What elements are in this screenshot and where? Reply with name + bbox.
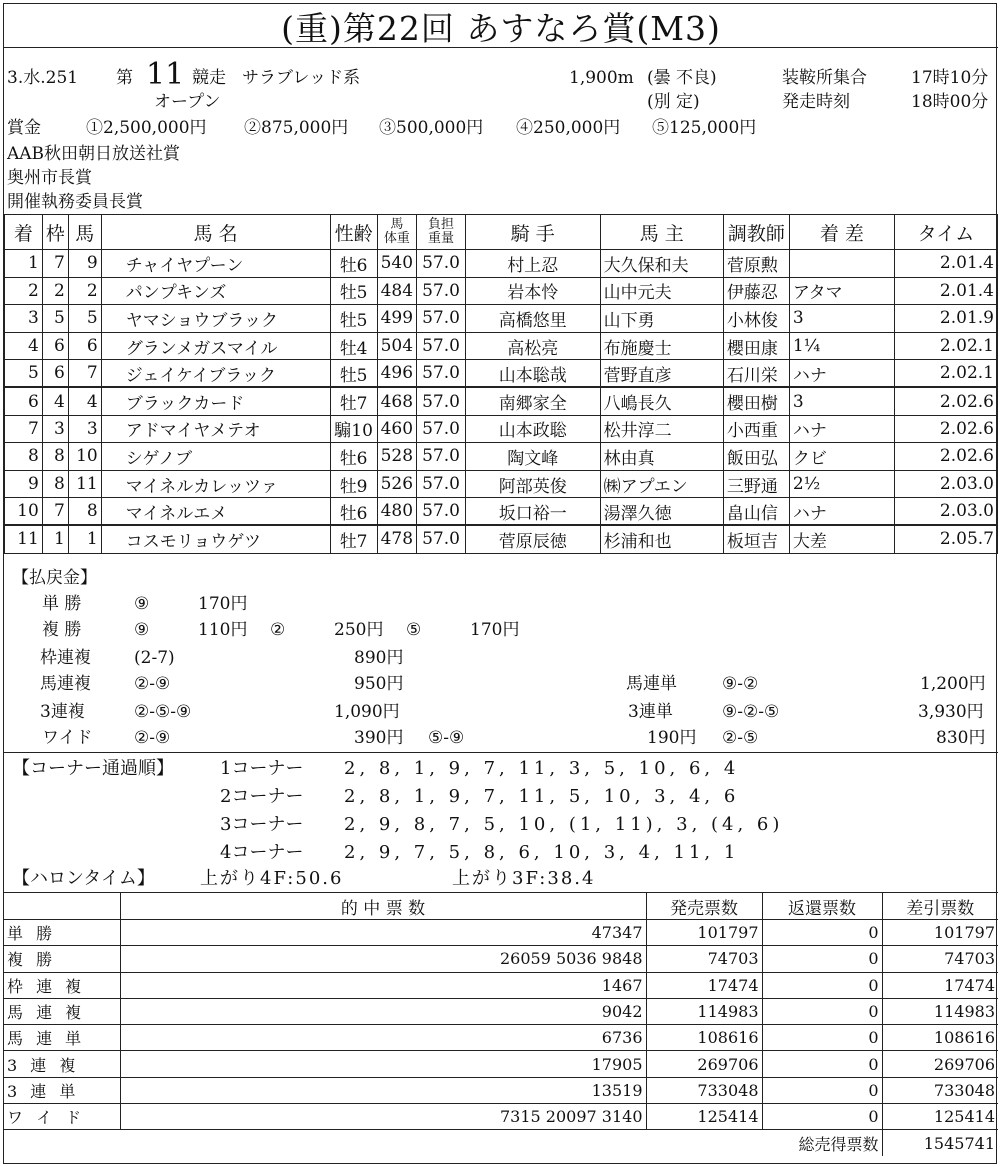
- result-trainer: 畠山信: [723, 498, 789, 526]
- prize-4: ④250,000円: [516, 118, 621, 138]
- payout-label: 【払戻金】: [12, 568, 97, 588]
- result-row: [5, 387, 998, 415]
- votes-header-hit: 的 中 票 数: [120, 893, 646, 920]
- race-prefix: 第: [116, 68, 133, 88]
- votes-sold: 108616: [646, 1025, 762, 1051]
- result-place: 5: [5, 360, 43, 388]
- result-margin: 1¼: [789, 332, 894, 360]
- result-time: 2.02.6: [894, 443, 997, 471]
- result-trainer: 小西重: [723, 415, 789, 443]
- result-time: 2.01.4: [894, 277, 997, 305]
- result-wt: 57.0: [417, 470, 466, 498]
- result-jockey: 南郷家全: [465, 387, 600, 415]
- result-margin: クビ: [789, 443, 894, 471]
- votes-net: 733048: [882, 1077, 998, 1103]
- votes-row: [4, 1025, 998, 1051]
- race-date: 3.水.251: [7, 68, 79, 88]
- race-distance: 1,900m: [569, 68, 634, 88]
- header-num: 馬: [68, 215, 101, 250]
- result-jockey: 陶文峰: [465, 443, 600, 471]
- wide-pay-3: 830円: [936, 728, 986, 748]
- furlong-3f: 上がり3F:38.4: [452, 868, 596, 889]
- tansho-pay: 170円: [198, 594, 248, 614]
- result-row: [5, 277, 998, 305]
- award-2: 奥州市長賞: [7, 168, 92, 188]
- result-sexage: 牡6: [330, 250, 377, 278]
- votes-type: 3 連 単: [4, 1077, 120, 1103]
- corner-3-label: 3コーナー: [220, 814, 304, 835]
- result-sexage: 牡6: [330, 498, 377, 526]
- fukusho-pay-2: 250円: [334, 620, 384, 640]
- result-frame: 5: [42, 305, 68, 333]
- wakuren-pay: 890円: [354, 648, 404, 668]
- result-row: [5, 305, 998, 333]
- result-jockey: 山本聡哉: [465, 360, 600, 388]
- result-trainer: 飯田弘: [723, 443, 789, 471]
- sanrentan-label: 3連単: [628, 702, 673, 722]
- fukusho-combo-3: ⑤: [406, 620, 422, 640]
- votes-sold: 269706: [646, 1051, 762, 1077]
- result-time: 2.05.7: [894, 525, 997, 553]
- result-margin: 大差: [789, 525, 894, 553]
- header-trainer: 調教師: [723, 215, 789, 250]
- result-jockey: 山本政聡: [465, 415, 600, 443]
- header-frame: 枠: [42, 215, 68, 250]
- votes-refund: 0: [762, 1104, 882, 1130]
- title-divider: [4, 47, 998, 48]
- result-bw: 504: [377, 332, 416, 360]
- award-3: 開催執務委員長賞: [7, 192, 143, 212]
- corner-4-order: 2, 9, 7, 5, 8, 6, 10, 3, 4, 11, 1: [344, 842, 740, 863]
- umaren-pay: 950円: [354, 674, 404, 694]
- result-row: [5, 443, 998, 471]
- result-sexage: 牡5: [330, 305, 377, 333]
- votes-net: 74703: [882, 946, 998, 972]
- result-frame: 3: [42, 415, 68, 443]
- result-sexage: 牡4: [330, 332, 377, 360]
- header-name: 馬 名: [101, 215, 330, 250]
- result-owner: 松井淳二: [600, 415, 723, 443]
- race-number: 11: [146, 57, 185, 92]
- result-sexage: 牡6: [330, 443, 377, 471]
- votes-hit: 26059 5036 9848: [120, 946, 646, 972]
- result-bw: 460: [377, 415, 416, 443]
- result-time: 2.03.0: [894, 498, 997, 526]
- votes-refund: 0: [762, 998, 882, 1024]
- result-place: 4: [5, 332, 43, 360]
- corner-2-order: 2, 8, 1, 9, 7, 11, 5, 10, 3, 4, 6: [344, 786, 740, 807]
- tansho-label: 単 勝: [42, 594, 82, 614]
- payout-divider: [4, 752, 998, 753]
- result-frame: 6: [42, 360, 68, 388]
- result-bw: 528: [377, 443, 416, 471]
- result-wt: 57.0: [417, 250, 466, 278]
- result-name: ヤマショウブラック: [101, 305, 330, 333]
- result-frame: 1: [42, 525, 68, 553]
- result-margin: 3: [789, 305, 894, 333]
- votes-header-blank: [4, 893, 120, 920]
- result-sexage: 牡5: [330, 277, 377, 305]
- votes-header-refund: 返還票数: [762, 893, 882, 920]
- result-frame: 8: [42, 470, 68, 498]
- furlong-label: 【ハロンタイム】: [12, 868, 155, 889]
- votes-sold: 733048: [646, 1077, 762, 1103]
- votes-row: [4, 972, 998, 998]
- votes-hit: 6736: [120, 1025, 646, 1051]
- result-sexage: 牡7: [330, 525, 377, 553]
- votes-hit: 1467: [120, 972, 646, 998]
- result-sexage: 牡9: [330, 470, 377, 498]
- wide-combo-3: ②-⑤: [722, 728, 759, 748]
- race-class: オープン: [154, 92, 221, 112]
- result-margin: 3: [789, 387, 894, 415]
- result-time: 2.03.0: [894, 470, 997, 498]
- header-bodyweight: [377, 215, 416, 250]
- result-num: 6: [68, 332, 101, 360]
- result-jockey: 高橋悠里: [465, 305, 600, 333]
- result-bw: 468: [377, 387, 416, 415]
- header-bw2: 体重: [383, 231, 410, 246]
- corner-1-order: 2, 8, 1, 9, 7, 11, 3, 5, 10, 6, 4: [344, 758, 740, 779]
- result-owner: 八嶋長久: [600, 387, 723, 415]
- award-1: AAB秋田朝日放送社賞: [7, 144, 181, 164]
- fukusho-pay-3: 170円: [470, 620, 520, 640]
- wide-pay-1: 390円: [354, 728, 404, 748]
- result-jockey: 坂口裕一: [465, 498, 600, 526]
- result-num: 11: [68, 470, 101, 498]
- race-breed: サラブレッド系: [242, 68, 361, 88]
- header-jockey: 騎 手: [465, 215, 600, 250]
- result-name: パンプキンズ: [101, 277, 330, 305]
- votes-type: 馬 連 単: [4, 1025, 120, 1051]
- result-place: 2: [5, 277, 43, 305]
- result-trainer: 櫻田樹: [723, 387, 789, 415]
- header-wt1: 負担: [427, 217, 454, 232]
- votes-row: [4, 1051, 998, 1077]
- result-place: 11: [5, 525, 43, 553]
- votes-row: [4, 1104, 998, 1130]
- votes-refund: 0: [762, 1051, 882, 1077]
- result-bw: 484: [377, 277, 416, 305]
- assemble-label: 装鞍所集合: [782, 68, 867, 88]
- result-wt: 57.0: [417, 525, 466, 553]
- sanrenpuku-pay: 1,090円: [334, 702, 400, 722]
- result-frame: 7: [42, 250, 68, 278]
- votes-type: 複 勝: [4, 946, 120, 972]
- votes-row: [4, 998, 998, 1024]
- header-weight: [417, 215, 466, 250]
- result-place: 3: [5, 305, 43, 333]
- result-num: 8: [68, 498, 101, 526]
- race-title: (重)第22回 あすなろ賞(M3): [281, 9, 721, 48]
- result-trainer: 小林俊: [723, 305, 789, 333]
- result-margin: [789, 250, 894, 278]
- prize-2: ②875,000円: [244, 118, 349, 138]
- umaren-combo: ②-⑨: [134, 674, 171, 694]
- result-sexage: 騸10: [330, 415, 377, 443]
- result-owner: 林由真: [600, 443, 723, 471]
- sanrentan-combo: ⑨-②-⑤: [722, 702, 780, 722]
- result-num: 2: [68, 277, 101, 305]
- result-wt: 57.0: [417, 360, 466, 388]
- votes-refund: 0: [762, 1077, 882, 1103]
- furlong-4f: 上がり4F:50.6: [200, 868, 344, 889]
- corner-2-label: 2コーナー: [220, 786, 304, 807]
- result-owner: 大久保和夫: [600, 250, 723, 278]
- result-row: [5, 332, 998, 360]
- results-header: [5, 215, 998, 250]
- fukusho-pay-1: 110円: [198, 620, 248, 640]
- votes-sold: 101797: [646, 920, 762, 946]
- result-bw: 496: [377, 360, 416, 388]
- votes-refund: 0: [762, 972, 882, 998]
- result-margin: 2½: [789, 470, 894, 498]
- votes-net: 114983: [882, 998, 998, 1024]
- wide-pay-2: 190円: [647, 728, 697, 748]
- result-bw: 499: [377, 305, 416, 333]
- votes-hit: 9042: [120, 998, 646, 1024]
- result-owner: 山下勇: [600, 305, 723, 333]
- corner-3-order: 2, 9, 8, 7, 5, 10, (1, 11), 3, (4, 6): [344, 814, 784, 835]
- result-margin: アタマ: [789, 277, 894, 305]
- wakuren-label: 枠連複: [40, 648, 91, 668]
- result-time: 2.01.9: [894, 305, 997, 333]
- result-trainer: 菅原勲: [723, 250, 789, 278]
- result-row: [5, 415, 998, 443]
- result-time: 2.02.1: [894, 332, 997, 360]
- result-place: 10: [5, 498, 43, 526]
- result-row: [5, 360, 998, 388]
- result-row: [5, 250, 998, 278]
- tansho-combo: ⑨: [134, 594, 150, 614]
- wide-label: ワイド: [42, 728, 93, 748]
- votes-table: [4, 892, 998, 1156]
- result-time: 2.01.4: [894, 250, 997, 278]
- weight-rule: (別 定): [647, 92, 700, 112]
- umatan-combo: ⑨-②: [722, 674, 759, 694]
- result-num: 7: [68, 360, 101, 388]
- result-frame: 8: [42, 443, 68, 471]
- votes-hit: 7315 20097 3140: [120, 1104, 646, 1130]
- result-owner: 山中元夫: [600, 277, 723, 305]
- result-wt: 57.0: [417, 498, 466, 526]
- result-wt: 57.0: [417, 332, 466, 360]
- sanrenpuku-label: 3連複: [40, 702, 85, 722]
- result-frame: 4: [42, 387, 68, 415]
- result-wt: 57.0: [417, 387, 466, 415]
- votes-header-net: 差引票数: [882, 893, 998, 920]
- votes-hit: 47347: [120, 920, 646, 946]
- prize-label: 賞金: [7, 118, 41, 138]
- result-num: 3: [68, 415, 101, 443]
- result-trainer: 伊藤忍: [723, 277, 789, 305]
- prize-3: ③500,000円: [379, 118, 484, 138]
- umaren-label: 馬連複: [40, 674, 91, 694]
- wide-combo-1: ②-⑨: [134, 728, 171, 748]
- result-name: ブラックカード: [101, 387, 330, 415]
- result-sexage: 牡5: [330, 360, 377, 388]
- votes-type: 単 勝: [4, 920, 120, 946]
- header-owner: 馬 主: [600, 215, 723, 250]
- votes-row: [4, 946, 998, 972]
- result-jockey: 菅原辰徳: [465, 525, 600, 553]
- header-sexage: 性齢: [330, 215, 377, 250]
- result-place: 1: [5, 250, 43, 278]
- result-trainer: 板垣吉: [723, 525, 789, 553]
- result-time: 2.02.1: [894, 360, 997, 388]
- umatan-pay: 1,200円: [920, 674, 986, 694]
- result-time: 2.02.6: [894, 387, 997, 415]
- result-wt: 57.0: [417, 305, 466, 333]
- result-frame: 6: [42, 332, 68, 360]
- result-owner: 布施慶士: [600, 332, 723, 360]
- votes-row: [4, 920, 998, 946]
- result-jockey: 岩本怜: [465, 277, 600, 305]
- result-wt: 57.0: [417, 443, 466, 471]
- post-label: 発走時刻: [782, 92, 850, 112]
- votes-row: [4, 1077, 998, 1103]
- votes-total-label: 総売得票数: [4, 1130, 882, 1156]
- prize-5: ⑤125,000円: [652, 118, 757, 138]
- result-bw: 478: [377, 525, 416, 553]
- corner-1-label: 1コーナー: [220, 758, 304, 779]
- result-jockey: 村上忍: [465, 250, 600, 278]
- result-bw: 526: [377, 470, 416, 498]
- header-time: タイム: [894, 215, 997, 250]
- result-owner: ㈱アプエン: [600, 470, 723, 498]
- result-wt: 57.0: [417, 277, 466, 305]
- result-name: チャイヤプーン: [101, 250, 330, 278]
- fukusho-label: 複 勝: [42, 620, 82, 640]
- sanrenpuku-combo: ②-⑤-⑨: [134, 702, 192, 722]
- result-place: 6: [5, 387, 43, 415]
- votes-net: 17474: [882, 972, 998, 998]
- result-trainer: 櫻田康: [723, 332, 789, 360]
- results-table: [4, 214, 998, 554]
- header-bw1: 馬: [390, 217, 404, 232]
- result-name: シゲノブ: [101, 443, 330, 471]
- result-num: 4: [68, 387, 101, 415]
- votes-hit: 17905: [120, 1051, 646, 1077]
- result-jockey: 阿部英俊: [465, 470, 600, 498]
- track-condition: (曇 不良): [647, 68, 717, 88]
- result-frame: 7: [42, 498, 68, 526]
- result-time: 2.02.6: [894, 415, 997, 443]
- corner-label: 【コーナー通過順】: [12, 758, 174, 779]
- votes-net: 108616: [882, 1025, 998, 1051]
- result-owner: 杉浦和也: [600, 525, 723, 553]
- race-suffix: 競走: [192, 68, 226, 88]
- result-place: 7: [5, 415, 43, 443]
- corner-4-label: 4コーナー: [220, 842, 304, 863]
- post-time: 18時00分: [911, 92, 989, 112]
- result-margin: ハナ: [789, 415, 894, 443]
- result-name: ジェイケイブラック: [101, 360, 330, 388]
- fukusho-combo-1: ⑨: [134, 620, 150, 640]
- result-jockey: 高松亮: [465, 332, 600, 360]
- result-num: 10: [68, 443, 101, 471]
- header-place: 着: [5, 215, 43, 250]
- votes-sold: 114983: [646, 998, 762, 1024]
- votes-net: 125414: [882, 1104, 998, 1130]
- result-row: [5, 470, 998, 498]
- prize-1: ①2,500,000円: [86, 118, 207, 138]
- result-margin: ハナ: [789, 360, 894, 388]
- result-owner: 湯澤久徳: [600, 498, 723, 526]
- votes-type: 枠 連 複: [4, 972, 120, 998]
- result-wt: 57.0: [417, 415, 466, 443]
- votes-sold: 125414: [646, 1104, 762, 1130]
- result-bw: 540: [377, 250, 416, 278]
- votes-sold: 17474: [646, 972, 762, 998]
- result-num: 9: [68, 250, 101, 278]
- result-trainer: 三野通: [723, 470, 789, 498]
- votes-refund: 0: [762, 920, 882, 946]
- sanrentan-pay: 3,930円: [918, 702, 984, 722]
- votes-header-sold: 発売票数: [646, 893, 762, 920]
- result-row: [5, 525, 998, 553]
- result-margin: ハナ: [789, 498, 894, 526]
- result-name: コスモリョウゲツ: [101, 525, 330, 553]
- result-place: 8: [5, 443, 43, 471]
- assemble-time: 17時10分: [911, 68, 989, 88]
- result-bw: 480: [377, 498, 416, 526]
- result-name: アドマイヤメテオ: [101, 415, 330, 443]
- votes-total-row: [4, 1130, 998, 1156]
- wakuren-combo: (2-7): [134, 648, 175, 668]
- header-margin: 着 差: [789, 215, 894, 250]
- result-owner: 菅野直彦: [600, 360, 723, 388]
- result-sexage: 牡7: [330, 387, 377, 415]
- result-num: 5: [68, 305, 101, 333]
- result-name: マイネルエメ: [101, 498, 330, 526]
- votes-refund: 0: [762, 946, 882, 972]
- result-name: マイネルカレッツァ: [101, 470, 330, 498]
- result-place: 9: [5, 470, 43, 498]
- fukusho-combo-2: ②: [270, 620, 286, 640]
- header-wt2: 重量: [427, 231, 454, 246]
- votes-net: 269706: [882, 1051, 998, 1077]
- votes-sold: 74703: [646, 946, 762, 972]
- wide-combo-2: ⑤-⑨: [428, 728, 465, 748]
- result-row: [5, 498, 998, 526]
- sheet-frame: [3, 3, 997, 1164]
- votes-refund: 0: [762, 1025, 882, 1051]
- votes-type: 3 連 複: [4, 1051, 120, 1077]
- result-frame: 2: [42, 277, 68, 305]
- votes-total: 1545741: [882, 1130, 998, 1156]
- votes-type: ワ イ ド: [4, 1104, 120, 1130]
- votes-header: [4, 893, 998, 920]
- votes-hit: 13519: [120, 1077, 646, 1103]
- votes-type: 馬 連 複: [4, 998, 120, 1024]
- votes-net: 101797: [882, 920, 998, 946]
- result-trainer: 石川栄: [723, 360, 789, 388]
- umatan-label: 馬連単: [626, 674, 677, 694]
- result-name: グランメガスマイル: [101, 332, 330, 360]
- result-num: 1: [68, 525, 101, 553]
